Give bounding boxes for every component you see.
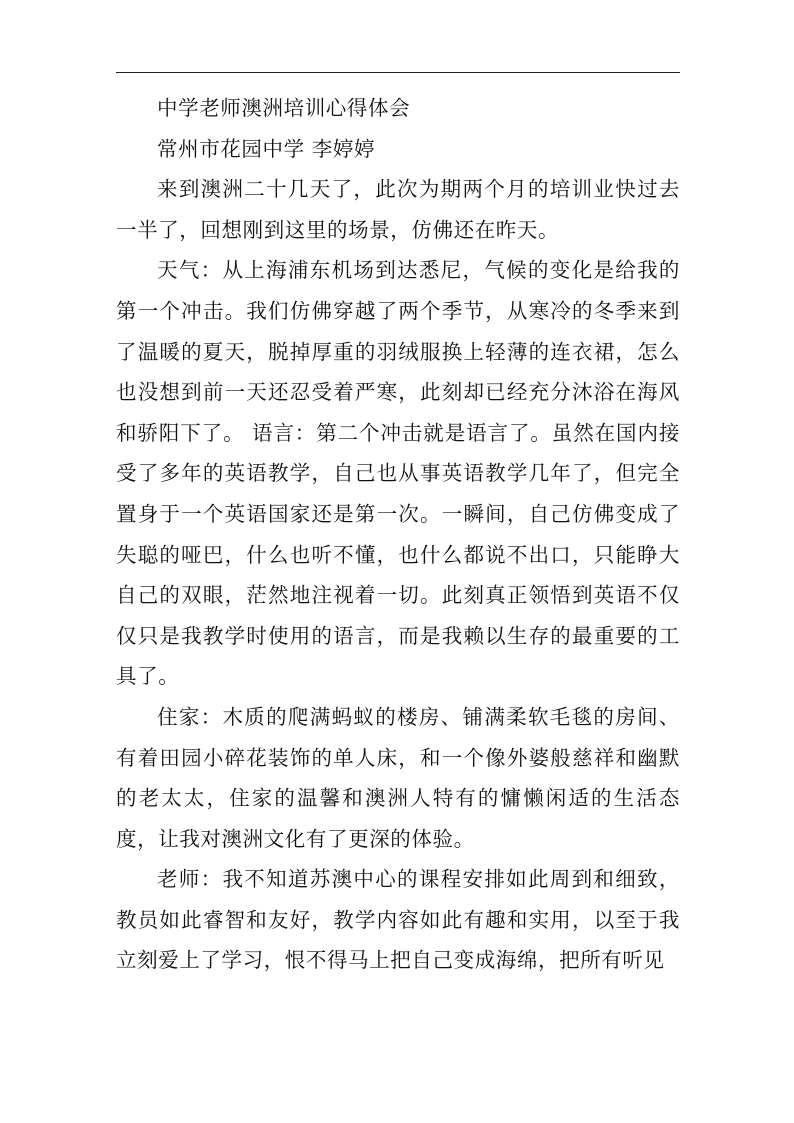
document-title: 中学老师澳洲培训心得体会 xyxy=(157,96,411,120)
paragraph-homestay: 住家：木质的爬满蚂蚁的楼房、铺满柔软毛毯的房间、有着田园小碎花装饰的单人床，和一个像外婆般慈祥和幽默的老太太，住家的温馨和澳洲人特有的慵懒闲适的生活态度，让我对澳洲文化有了更深的体验。 xyxy=(116,704,680,851)
document-body xyxy=(116,88,680,981)
paragraph-teachers: 老师：我不知道苏澳中心的课程安排如此周到和细致，教员如此睿智和友好，教学内容如此有趣和实用，以至于我立刻爱上了学习，恨不得马上把自己变成海绵，把所有听见 xyxy=(116,867,680,973)
document-author: 常州市花园中学 李婷婷 xyxy=(157,136,376,161)
paragraph-intro: 来到澳洲二十几天了，此次为期两个月的培训业快过去一半了，回想刚到这里的场景，仿佛还在昨天。 xyxy=(116,177,680,242)
header-rule xyxy=(116,72,680,73)
paragraph-weather-language: 天气：从上海浦东机场到达悉尼，气候的变化是给我的第一个冲击。我们仿佛穿越了两个季节，从寒冷的冬季来到了温暖的夏天，脱掉厚重的羽绒服换上轻薄的连衣裙，怎么也没想到前一天还忍受着严寒，此刻却已经充分沐浴在海风和骄阳下了。 语言：第二个冲击就是语言了。虽然在国内接受了多年的英语教学，自己也从事英语教学几年了，但完全置身于一个英语国家还是第一次。一瞬间，自己仿佛变成了失聪的哑巴，什么也听不懂，也什么都说不出口，只能睁大自己的双眼，茫然地注视着一切。此刻真正领悟到英语不仅仅只是我教学时使用的语言，而是我赖以生存的最重要的工具了。 xyxy=(116,258,680,689)
